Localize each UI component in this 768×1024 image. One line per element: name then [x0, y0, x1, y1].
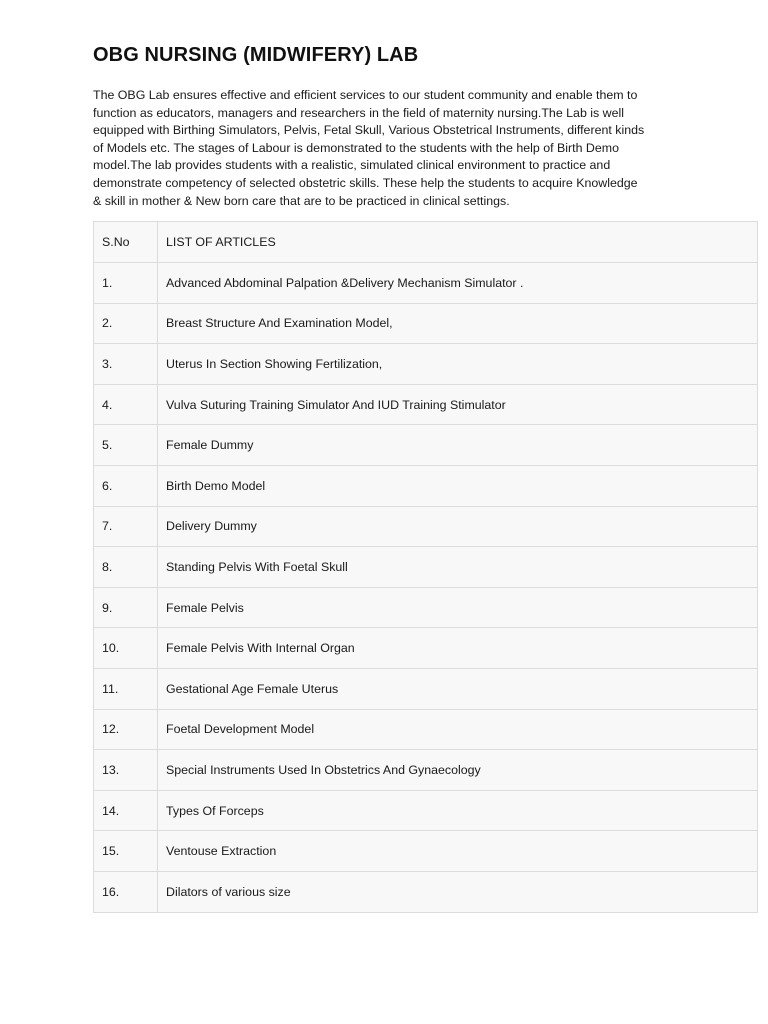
- table-row: [94, 425, 758, 466]
- serial-number-cell: 4.: [94, 384, 158, 425]
- intro-line: function as educators, managers and researchers in the field of maternity nursing.The Lab is well: [93, 105, 625, 120]
- serial-number-cell: 12.: [94, 709, 158, 750]
- article-cell: Advanced Abdominal Palpation &Delivery Mechanism Simulator .: [158, 263, 758, 304]
- serial-number-cell: 3.: [94, 344, 158, 385]
- article-cell: Birth Demo Model: [158, 465, 758, 506]
- table-row: [94, 384, 758, 425]
- serial-number-cell: 6.: [94, 465, 158, 506]
- serial-number-cell: 14.: [94, 790, 158, 831]
- serial-number-cell: 13.: [94, 750, 158, 791]
- table-row: [94, 263, 758, 304]
- table-row: [94, 790, 758, 831]
- article-cell: Breast Structure And Examination Model,: [158, 303, 758, 344]
- intro-line: of Models etc. The stages of Labour is demonstrated to the students with the help of Birth Demo: [93, 140, 619, 155]
- serial-number-cell: 5.: [94, 425, 158, 466]
- table-row: [94, 709, 758, 750]
- header-list-of-articles: LIST OF ARTICLES: [158, 222, 758, 263]
- serial-number-cell: 7.: [94, 506, 158, 547]
- article-cell: Types Of Forceps: [158, 790, 758, 831]
- serial-number-cell: 11.: [94, 668, 158, 709]
- serial-number-cell: 16.: [94, 871, 158, 912]
- intro-line: model.The lab provides students with a realistic, simulated clinical environment to practice and: [93, 158, 611, 173]
- table-row: [94, 547, 758, 588]
- serial-number-cell: 1.: [94, 263, 158, 304]
- serial-number-cell: 10.: [94, 628, 158, 669]
- table-header-row: [94, 222, 758, 263]
- article-cell: Ventouse Extraction: [158, 831, 758, 872]
- table-row: [94, 303, 758, 344]
- document-title: OBG NURSING (MIDWIFERY) LAB: [93, 44, 419, 66]
- article-cell: Vulva Suturing Training Simulator And IUD Training Stimulator: [158, 384, 758, 425]
- table-row: [94, 871, 758, 912]
- articles-table: [93, 221, 758, 913]
- serial-number-cell: 2.: [94, 303, 158, 344]
- table-row: [94, 587, 758, 628]
- article-cell: Dilators of various size: [158, 871, 758, 912]
- intro-line: The OBG Lab ensures effective and efficient services to our student community and enable them to: [93, 88, 638, 102]
- intro-paragraph: [93, 87, 693, 210]
- serial-number-cell: 15.: [94, 831, 158, 872]
- intro-line: & skill in mother & New born care that are to be practiced in clinical settings.: [93, 193, 510, 208]
- table-row: [94, 465, 758, 506]
- intro-line: equipped with Birthing Simulators, Pelvis, Fetal Skull, Various Obstetrical Instruments, different kinds: [93, 123, 645, 138]
- table-row: [94, 344, 758, 385]
- serial-number-cell: 9.: [94, 587, 158, 628]
- article-cell: Gestational Age Female Uterus: [158, 668, 758, 709]
- article-cell: Standing Pelvis With Foetal Skull: [158, 547, 758, 588]
- intro-line: demonstrate competency of selected obstetric skills. These help the students to acquire Knowledge: [93, 175, 638, 190]
- table-row: [94, 750, 758, 791]
- article-cell: Uterus In Section Showing Fertilization,: [158, 344, 758, 385]
- article-cell: Female Pelvis: [158, 587, 758, 628]
- article-cell: Female Dummy: [158, 425, 758, 466]
- serial-number-cell: 8.: [94, 547, 158, 588]
- header-serial-number: S.No: [94, 222, 158, 263]
- table-row: [94, 506, 758, 547]
- article-cell: Foetal Development Model: [158, 709, 758, 750]
- article-cell: Special Instruments Used In Obstetrics And Gynaecology: [158, 750, 758, 791]
- table-row: [94, 831, 758, 872]
- article-cell: Female Pelvis With Internal Organ: [158, 628, 758, 669]
- table-row: [94, 628, 758, 669]
- article-cell: Delivery Dummy: [158, 506, 758, 547]
- table-row: [94, 668, 758, 709]
